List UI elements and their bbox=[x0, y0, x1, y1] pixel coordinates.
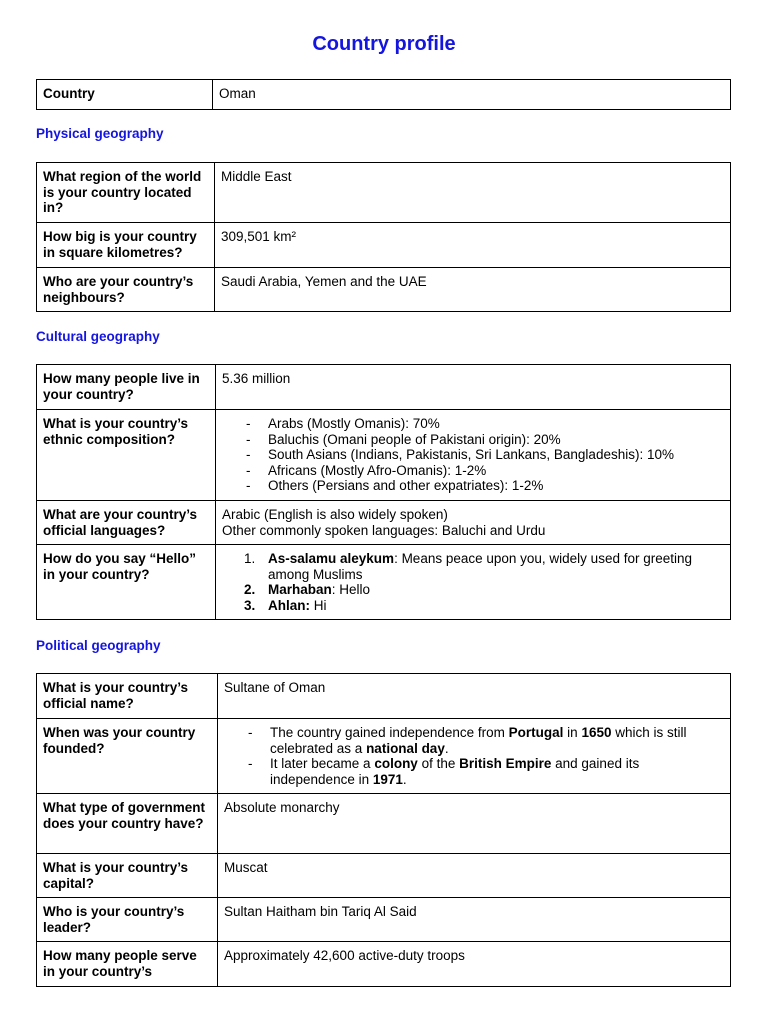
answer-cell: 309,501 km² bbox=[215, 223, 731, 268]
table-row bbox=[37, 410, 731, 501]
answer-cell: 5.36 million bbox=[216, 365, 731, 410]
table-row bbox=[37, 545, 731, 620]
founding-list bbox=[224, 725, 724, 787]
table-row bbox=[37, 501, 731, 545]
section-cultural-geography: Cultural geography bbox=[36, 329, 160, 344]
answer-cell: Middle East bbox=[215, 163, 731, 223]
answer-cell: Muscat bbox=[218, 854, 731, 898]
list-item: 2. Marhaban: Hello bbox=[244, 582, 371, 597]
list-item: - Others (Persians and other expatriates): 1-2% bbox=[222, 478, 724, 494]
answer-cell bbox=[216, 545, 731, 620]
country-table bbox=[36, 79, 731, 110]
question-cell: How many people live in your country? bbox=[37, 365, 216, 410]
question-cell: What is your country’s ethnic composition? bbox=[37, 410, 216, 501]
list-item: - The country gained independence from Portugal in 1650 which is still celebrated as a national day. bbox=[224, 725, 724, 756]
list-item: - Baluchis (Omani people of Pakistani origin): 20% bbox=[222, 432, 724, 448]
table-row bbox=[37, 163, 731, 223]
answer-cell bbox=[218, 719, 731, 794]
table-row bbox=[37, 223, 731, 268]
cultural-geography-table bbox=[36, 364, 731, 620]
list-item: - Arabs (Mostly Omanis): 70% bbox=[222, 416, 724, 432]
answer-cell: Saudi Arabia, Yemen and the UAE bbox=[215, 268, 731, 312]
table-row bbox=[37, 794, 731, 854]
answer-cell: Approximately 42,600 active-duty troops bbox=[218, 942, 731, 987]
language-line: Other commonly spoken languages: Baluchi and Urdu bbox=[222, 522, 546, 538]
country-label: Country bbox=[37, 80, 213, 110]
ethnic-list bbox=[222, 416, 724, 494]
table-row bbox=[37, 898, 731, 942]
answer-cell bbox=[216, 410, 731, 501]
question-cell: Who is your country’s leader? bbox=[37, 898, 218, 942]
table-row bbox=[37, 854, 731, 898]
table-row bbox=[37, 365, 731, 410]
answer-cell: Sultane of Oman bbox=[218, 674, 731, 719]
table-row bbox=[37, 674, 731, 719]
question-cell: How do you say “Hello” in your country? bbox=[37, 545, 216, 620]
question-cell: When was your country founded? bbox=[37, 719, 218, 794]
page-title: Country profile bbox=[312, 33, 456, 55]
question-cell: What is your country’s capital? bbox=[37, 854, 218, 898]
list-item: - It later became a colony of the British Empire and gained its independence in 1971. bbox=[224, 756, 724, 787]
political-geography-table bbox=[36, 673, 731, 987]
question-cell: Who are your country’s neighbours? bbox=[37, 268, 215, 312]
question-cell: What region of the world is your country located in? bbox=[37, 163, 215, 223]
answer-cell bbox=[216, 501, 731, 545]
section-physical-geography: Physical geography bbox=[36, 126, 164, 141]
country-value: Oman bbox=[213, 80, 731, 110]
question-cell: What is your country’s official name? bbox=[37, 674, 218, 719]
question-cell: How many people serve in your country’s bbox=[37, 942, 218, 987]
section-political-geography: Political geography bbox=[36, 638, 161, 653]
question-cell: What are your country’s official languages? bbox=[37, 501, 216, 545]
physical-geography-table bbox=[36, 162, 731, 312]
question-cell: How big is your country in square kilometres? bbox=[37, 223, 215, 268]
table-row bbox=[37, 942, 731, 987]
answer-cell: Absolute monarchy bbox=[218, 794, 731, 854]
answer-cell: Sultan Haitham bin Tariq Al Said bbox=[218, 898, 731, 942]
greetings-list bbox=[222, 551, 724, 613]
list-item: - Africans (Mostly Afro-Omanis): 1-2% bbox=[222, 463, 724, 479]
list-item: - South Asians (Indians, Pakistanis, Sri Lankans, Bangladeshis): 10% bbox=[222, 447, 724, 463]
list-item: 3. Ahlan: Hi bbox=[244, 597, 327, 613]
table-row bbox=[37, 719, 731, 794]
language-line: Arabic (English is also widely spoken) bbox=[222, 507, 448, 522]
table-row bbox=[37, 268, 731, 312]
question-cell: What type of government does your country have? bbox=[37, 794, 218, 854]
list-item: 1. As-salamu aleykum: Means peace upon you, widely used for greeting among Muslims bbox=[244, 551, 692, 582]
